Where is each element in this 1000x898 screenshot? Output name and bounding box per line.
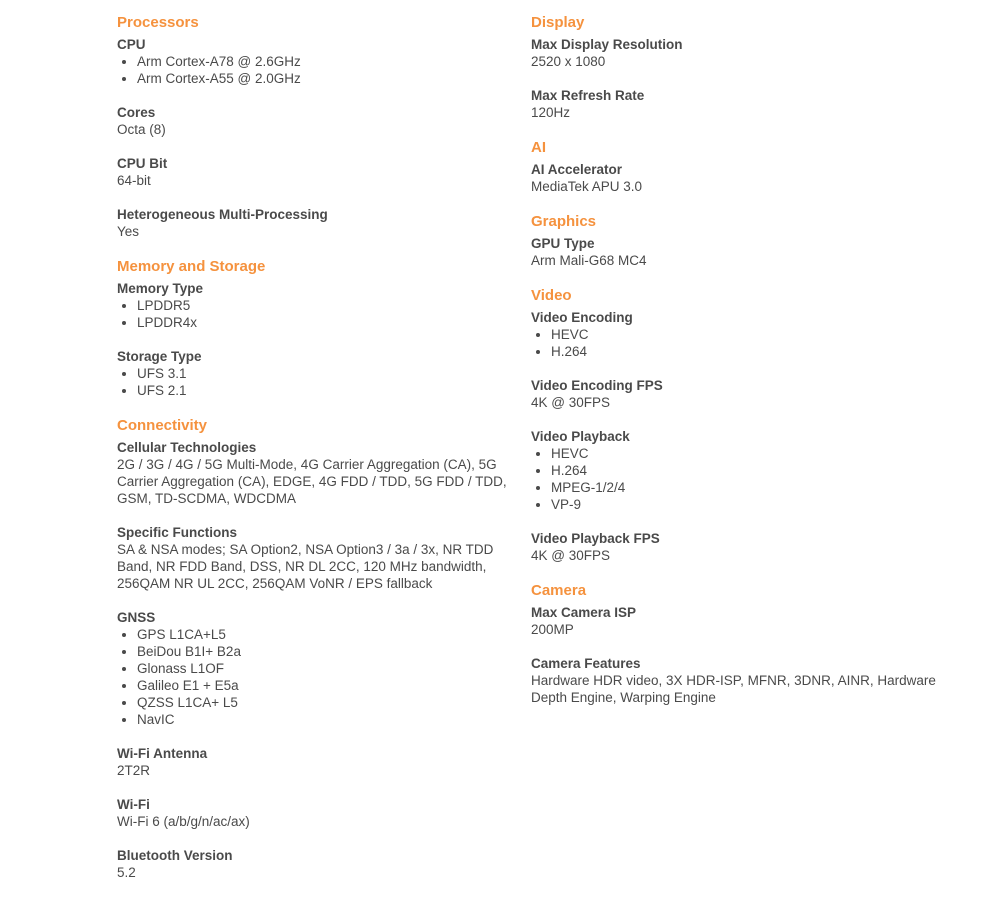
spec-label: AI Accelerator — [531, 162, 623, 177]
spec-row-max-refresh-rate — [531, 87, 943, 121]
spec-value-item: • BeiDou B1I+ B2a — [137, 643, 517, 660]
spec-section-camera — [531, 581, 943, 706]
spec-section-memory-and-storage — [117, 257, 517, 399]
spec-label: Max Refresh Rate — [531, 88, 645, 103]
spec-label: Camera Features — [531, 656, 641, 671]
spec-label: Wi-Fi Antenna — [117, 746, 208, 761]
spec-value: 120Hz — [531, 105, 571, 120]
section-title: Connectivity — [117, 417, 208, 434]
section-title: Graphics — [531, 213, 597, 230]
spec-label: Storage Type — [117, 349, 202, 364]
spec-value: 2G / 3G / 4G / 5G Multi-Mode, 4G Carrier Aggregation (CA), 5G Carrier Aggregation (CA), EDGE, 4G FDD / TDD, 5G FDD / TDD, GSM, TD-SCDMA, WDCDMA — [117, 457, 507, 506]
spec-row-memory-type — [117, 280, 517, 331]
spec-label: Memory Type — [117, 281, 204, 296]
spec-row-camera-features — [531, 655, 943, 706]
spec-value-item: • UFS 3.1 — [137, 365, 517, 382]
spec-value: 2T2R — [117, 763, 151, 778]
spec-value: 5.2 — [117, 865, 136, 880]
spec-row-max-camera-isp — [531, 604, 943, 638]
spec-row-gnss — [117, 609, 517, 728]
spec-value: SA & NSA modes; SA Option2, NSA Option3 / 3a / 3x, NR TDD Band, NR FDD Band, DSS, NR DL 2CC, 120 MHz bandwidth, 256QAM NR UL 2CC, 256QAM VoNR / EPS fallback — [117, 542, 494, 591]
spec-row-gpu-type — [531, 235, 943, 269]
spec-value-item: • Arm Cortex-A55 @ 2.0GHz — [137, 70, 517, 87]
section-title: Processors — [117, 14, 199, 31]
section-title: AI — [531, 139, 546, 156]
spec-row-cpu — [117, 36, 517, 87]
spec-row-max-display-resolution — [531, 36, 943, 70]
spec-row-cellular-technologies — [117, 439, 517, 507]
spec-value: 200MP — [531, 622, 574, 637]
spec-value: 64-bit — [117, 173, 151, 188]
spec-row-video-playback-fps — [531, 530, 943, 564]
spec-section-graphics — [531, 212, 943, 269]
spec-row-cpu-bit — [117, 155, 517, 189]
spec-column-right — [531, 13, 943, 723]
spec-row-video-encoding — [531, 309, 943, 360]
spec-value-item: • Glonass L1OF — [137, 660, 517, 677]
section-title: Video — [531, 287, 572, 304]
spec-value-list — [117, 297, 517, 331]
spec-value-list — [117, 626, 517, 728]
spec-label: CPU Bit — [117, 156, 168, 171]
spec-row-heterogeneous-multi-processing — [117, 206, 517, 240]
spec-value: MediaTek APU 3.0 — [531, 179, 643, 194]
spec-value-list — [531, 445, 943, 513]
spec-label: Video Playback FPS — [531, 531, 660, 546]
spec-row-video-playback — [531, 428, 943, 513]
spec-label: Video Encoding — [531, 310, 633, 325]
spec-section-video — [531, 286, 943, 564]
spec-label: Cores — [117, 105, 156, 120]
spec-value-item: • Galileo E1 + E5a — [137, 677, 517, 694]
section-title: Display — [531, 14, 585, 31]
spec-row-specific-functions — [117, 524, 517, 592]
spec-value-item: • GPS L1CA+L5 — [137, 626, 517, 643]
spec-column-left — [117, 13, 517, 898]
spec-value-item: • H.264 — [551, 462, 943, 479]
spec-value-item: • UFS 2.1 — [137, 382, 517, 399]
spec-value: 4K @ 30FPS — [531, 395, 610, 410]
spec-value-list — [531, 326, 943, 360]
spec-value-item: • QZSS L1CA+ L5 — [137, 694, 517, 711]
spec-row-cores — [117, 104, 517, 138]
spec-value-item: • LPDDR4x — [137, 314, 517, 331]
spec-label: Cellular Technologies — [117, 440, 257, 455]
spec-section-processors — [117, 13, 517, 240]
spec-value: Arm Mali-G68 MC4 — [531, 253, 647, 268]
spec-label: GPU Type — [531, 236, 595, 251]
spec-value-list — [117, 365, 517, 399]
spec-value-item: • LPDDR5 — [137, 297, 517, 314]
spec-label: GNSS — [117, 610, 156, 625]
section-title: Memory and Storage — [117, 258, 266, 275]
spec-row-wi-fi-antenna — [117, 745, 517, 779]
spec-value: Yes — [117, 224, 140, 239]
spec-value-list — [117, 53, 517, 87]
spec-row-bluetooth-version — [117, 847, 517, 881]
spec-row-video-encoding-fps — [531, 377, 943, 411]
spec-value-item: • MPEG-1/2/4 — [551, 479, 943, 496]
spec-value-item: • NavIC — [137, 711, 517, 728]
spec-value-item: • Arm Cortex-A78 @ 2.6GHz — [137, 53, 517, 70]
spec-row-ai-accelerator — [531, 161, 943, 195]
spec-label: Video Encoding FPS — [531, 378, 663, 393]
spec-label: Wi-Fi — [117, 797, 150, 812]
spec-value-item: • HEVC — [551, 445, 943, 462]
section-title: Camera — [531, 582, 587, 599]
spec-value-item: • HEVC — [551, 326, 943, 343]
spec-label: CPU — [117, 37, 146, 52]
spec-value: 2520 x 1080 — [531, 54, 606, 69]
spec-value: Hardware HDR video, 3X HDR-ISP, MFNR, 3DNR, AINR, Hardware Depth Engine, Warping Engine — [531, 673, 936, 705]
spec-label: Specific Functions — [117, 525, 238, 540]
spec-value-item: • H.264 — [551, 343, 943, 360]
spec-value: 4K @ 30FPS — [531, 548, 610, 563]
spec-label: Max Display Resolution — [531, 37, 683, 52]
spec-label: Max Camera ISP — [531, 605, 637, 620]
spec-section-connectivity — [117, 416, 517, 881]
spec-label: Video Playback — [531, 429, 630, 444]
spec-label: Bluetooth Version — [117, 848, 233, 863]
spec-row-storage-type — [117, 348, 517, 399]
spec-value: Octa (8) — [117, 122, 166, 137]
spec-section-ai — [531, 138, 943, 195]
spec-value: Wi-Fi 6 (a/b/g/n/ac/ax) — [117, 814, 250, 829]
spec-label: Heterogeneous Multi-Processing — [117, 207, 328, 222]
spec-row-wi-fi — [117, 796, 517, 830]
spec-value-item: • VP-9 — [551, 496, 943, 513]
spec-section-display — [531, 13, 943, 121]
